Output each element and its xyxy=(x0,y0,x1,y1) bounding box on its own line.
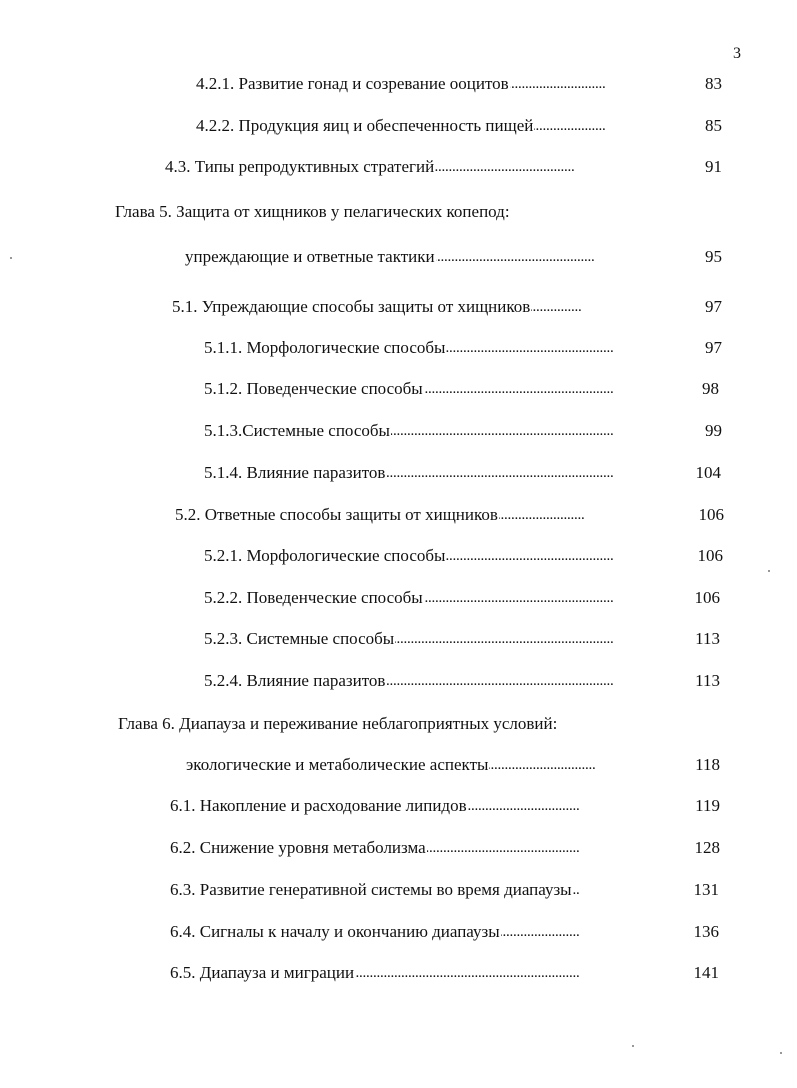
toc-entry-6-4 xyxy=(170,921,670,943)
toc-entry-page: 128 xyxy=(694,838,720,857)
toc-entry-text: 5.1.1. Морфологические способы xyxy=(204,338,446,357)
toc-entry-text: 5.2. Ответные способы защиты от хищников xyxy=(175,505,498,524)
toc-entry-6-3 xyxy=(170,879,675,901)
toc-entry-page: 91 xyxy=(705,157,722,176)
toc-entry-5-1-4 xyxy=(204,462,686,484)
toc-entry-page: 136 xyxy=(693,922,719,941)
toc-entry-text: 5.2.1. Морфологические способы xyxy=(204,546,446,565)
toc-entry-page: 106 xyxy=(694,588,720,607)
toc-entry-5-1-3 xyxy=(204,420,682,442)
toc-chapter-5-heading xyxy=(115,201,695,223)
toc-entry-text: 6.3. Развитие генеративной системы во время диапаузы xyxy=(170,880,572,899)
toc-entry-page: 119 xyxy=(695,796,720,815)
toc-entry-text: 5.1. Упреждающие способы защиты от хищников xyxy=(172,297,531,316)
toc-entry-text: 6.5. Диапауза и миграции xyxy=(170,963,355,982)
toc-entry-6-1 xyxy=(170,795,676,817)
toc-entry-6-2 xyxy=(170,837,675,859)
toc-entry-text: 5.1.4. Влияние паразитов xyxy=(204,463,386,482)
toc-entry-text: упреждающие и ответные тактики xyxy=(185,247,435,266)
toc-entry-page: 97 xyxy=(705,338,722,357)
toc-entry-page: 106 xyxy=(698,505,724,524)
toc-entry-4-2-1 xyxy=(196,73,684,95)
toc-entry-text: 5.2.3. Системные способы xyxy=(204,629,395,648)
toc-entry-text: 4.2.2. Продукция яиц и обеспеченность пищей xyxy=(196,116,534,135)
toc-entry-4-3 xyxy=(165,156,690,178)
toc-entry-5-2-1 xyxy=(204,545,684,567)
toc-entry-text: 6.2. Снижение уровня метаболизма xyxy=(170,838,426,857)
toc-entry-text: Глава 6. Диапауза и переживание неблагоприятных условий: xyxy=(118,714,558,733)
toc-entry-page: 141 xyxy=(693,963,719,982)
toc-entry-text: экологические и метаболические аспекты xyxy=(186,755,489,774)
toc-entry-page: 83 xyxy=(705,74,722,93)
toc-entry-page: 85 xyxy=(705,116,722,135)
scan-speck xyxy=(768,570,770,572)
toc-chapter-6-heading xyxy=(118,713,718,735)
toc-entry-text: 4.2.1. Развитие гонад и созревание ооцитов xyxy=(196,74,509,93)
toc-entry-page: 104 xyxy=(695,463,721,482)
toc-entry-5-1 xyxy=(172,296,684,318)
toc-entry-text: 4.3. Типы репродуктивных стратегий xyxy=(165,157,435,176)
scan-speck xyxy=(632,1045,634,1047)
toc-entry-5-1-2 xyxy=(204,378,682,400)
toc-entry-text: 6.1. Накопление и расходование липидов xyxy=(170,796,467,815)
toc-entry-page: 95 xyxy=(705,247,722,266)
toc-entry-text: 5.2.4. Влияние паразитов xyxy=(204,671,386,690)
toc-entry-5-2-4 xyxy=(204,670,688,692)
toc-entry-4-2-2 xyxy=(196,115,684,137)
page-number: 3 xyxy=(733,45,741,62)
toc-entry-text: Глава 5. Защита от хищников у пелагических копепод: xyxy=(115,202,510,221)
toc-entry-5-2-3 xyxy=(204,628,680,650)
toc-entry-page: 118 xyxy=(695,755,720,774)
toc-entry-text: 5.1.3.Системные способы xyxy=(204,421,390,440)
scan-speck xyxy=(780,1052,782,1054)
toc-entry-page: 131 xyxy=(693,880,719,899)
toc-entry-text: 5.1.2. Поведенческие способы xyxy=(204,379,423,398)
toc-entry-page: 113 xyxy=(695,629,720,648)
toc-entry-5-2 xyxy=(175,504,683,526)
toc-chapter-6-subtitle xyxy=(186,754,674,776)
scan-speck xyxy=(10,257,12,259)
toc-entry-5-2-2 xyxy=(204,587,672,609)
toc-entry-text: 5.2.2. Поведенческие способы xyxy=(204,588,423,607)
toc-entry-page: 98 xyxy=(702,379,719,398)
toc-entry-5-1-1 xyxy=(204,337,684,359)
toc-entry-page: 97 xyxy=(705,297,722,316)
toc-entry-6-5 xyxy=(170,962,676,984)
toc-entry-text: 6.4. Сигналы к началу и окончанию диапаузы xyxy=(170,922,500,941)
toc-entry-page: 106 xyxy=(697,546,723,565)
toc-chapter-5-subtitle xyxy=(185,246,690,268)
toc-entry-page: 99 xyxy=(705,421,722,440)
toc-entry-page: 113 xyxy=(695,671,720,690)
